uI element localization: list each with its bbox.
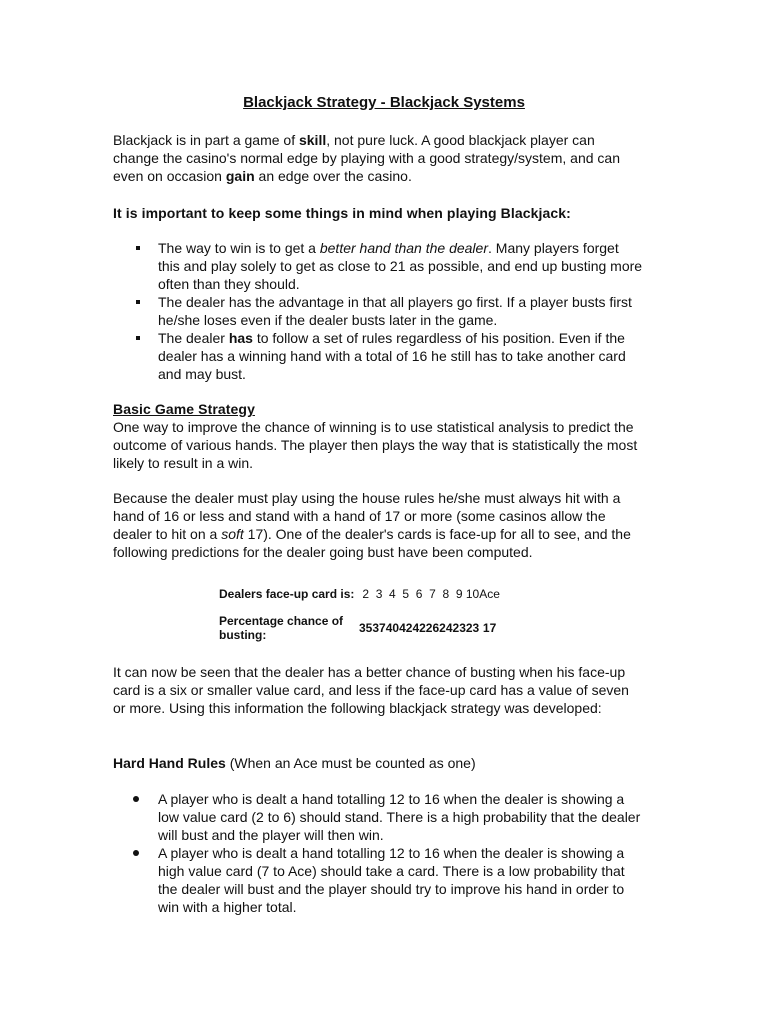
house-rules-paragraph: Because the dealer must play using the house rules he/she must always hit with a hand of 16 or less and stand with a hand of 17 or more (some casinos allow the dealer to hit on a soft 17). One of the dealer's cards is face-up for all to see, and the following predictions for the dealer going bust have been computed.: [113, 490, 631, 560]
table-cell: 40: [385, 621, 400, 635]
round-bullet-icon: [133, 796, 139, 802]
table-cell: 8: [442, 587, 450, 601]
square-bullet-icon: [136, 246, 140, 250]
list-item: The way to win is to get a better hand than the dealer. Many players forget this and play solely to get as close to 21 as possible, and end up busting more often than they should.: [113, 239, 643, 293]
basic-strategy-heading: Basic Game Strategy: [113, 401, 255, 417]
table-cell: 42: [399, 621, 413, 635]
list-item: A player who is dealt a hand totalling 12 to 16 when the dealer is showing a high value card (7 to Ace) should take a card. There is a low probability that the dealer will bust and the player should try to improve his hand in order to win with a higher total.: [113, 844, 643, 916]
round-bullet-icon: [133, 850, 139, 856]
skill-emphasis: skill: [298, 132, 327, 148]
table-cell: 37: [372, 621, 386, 635]
hard-hand-rules-list: [113, 790, 643, 916]
bust-chance-label: Percentage chance of busting:: [219, 614, 344, 642]
table-cell: 9: [455, 587, 463, 601]
table-cell: 7: [429, 587, 436, 601]
list-item: The dealer has the advantage in that all players go first. If a player busts first he/she loses even if the dealer busts later in the game.: [113, 293, 643, 329]
table-cell: 4: [389, 587, 396, 601]
table-cell: 6: [415, 587, 423, 601]
basic-strategy-paragraph: One way to improve the chance of winning is to use statistical analysis to predict the outcome of various hands. The player then plays the way that is statistically the most likely to result in a win.: [113, 419, 638, 471]
face-up-card-label: Dealers face-up card is:: [219, 587, 355, 601]
square-bullet-icon: [136, 300, 140, 304]
table-cell: Ace: [479, 587, 500, 601]
table-cell: 42: [412, 621, 426, 635]
list-item: A player who is dealt a hand totalling 12 to 16 when the dealer is showing a low value card (2 to 6) should stand. There is a high probability that the dealer will bust and the player will then win.: [113, 790, 643, 844]
gain-emphasis: gain: [225, 168, 255, 184]
table-cell: 35: [359, 621, 373, 635]
list-item: The dealer has to follow a set of rules regardless of his position. Even if the dealer has a winning hand with a total of 16 he still has to take another card and may bust.: [113, 329, 643, 383]
important-heading: It is important to keep some things in mind when playing Blackjack:: [113, 205, 571, 221]
table-cell: 17: [482, 621, 497, 635]
bust-probability-table: [219, 577, 500, 645]
analysis-paragraph: It can now be seen that the dealer has a better chance of busting when his face-up card is a six or smaller value card, and less if the face-up card has a value of seven or more. Using this information the following blackjack strategy was developed:: [113, 664, 629, 716]
table-cell: 24: [439, 621, 453, 635]
key-points-list: [113, 239, 643, 383]
table-cell: 10: [465, 587, 480, 601]
table-cell: 5: [402, 587, 410, 601]
hard-hand-heading: Hard Hand Rules (When an Ace must be counted as one): [113, 755, 476, 771]
table-cell: 3: [375, 587, 383, 601]
table-cell: 23: [452, 621, 466, 635]
square-bullet-icon: [136, 336, 140, 340]
table-cell: 23: [465, 621, 480, 635]
table-cell: 26: [425, 621, 440, 635]
table-row: [219, 577, 500, 611]
table-cell: 2: [362, 587, 370, 601]
page-title: Blackjack Strategy - Blackjack Systems: [243, 94, 525, 111]
intro-paragraph: Blackjack is in part a game of skill, not pure luck. A good blackjack player can change the casino's normal edge by playing with a good strategy/system, and can even on occasion gain an edge over the casino.: [113, 132, 620, 184]
table-row: [219, 611, 500, 645]
